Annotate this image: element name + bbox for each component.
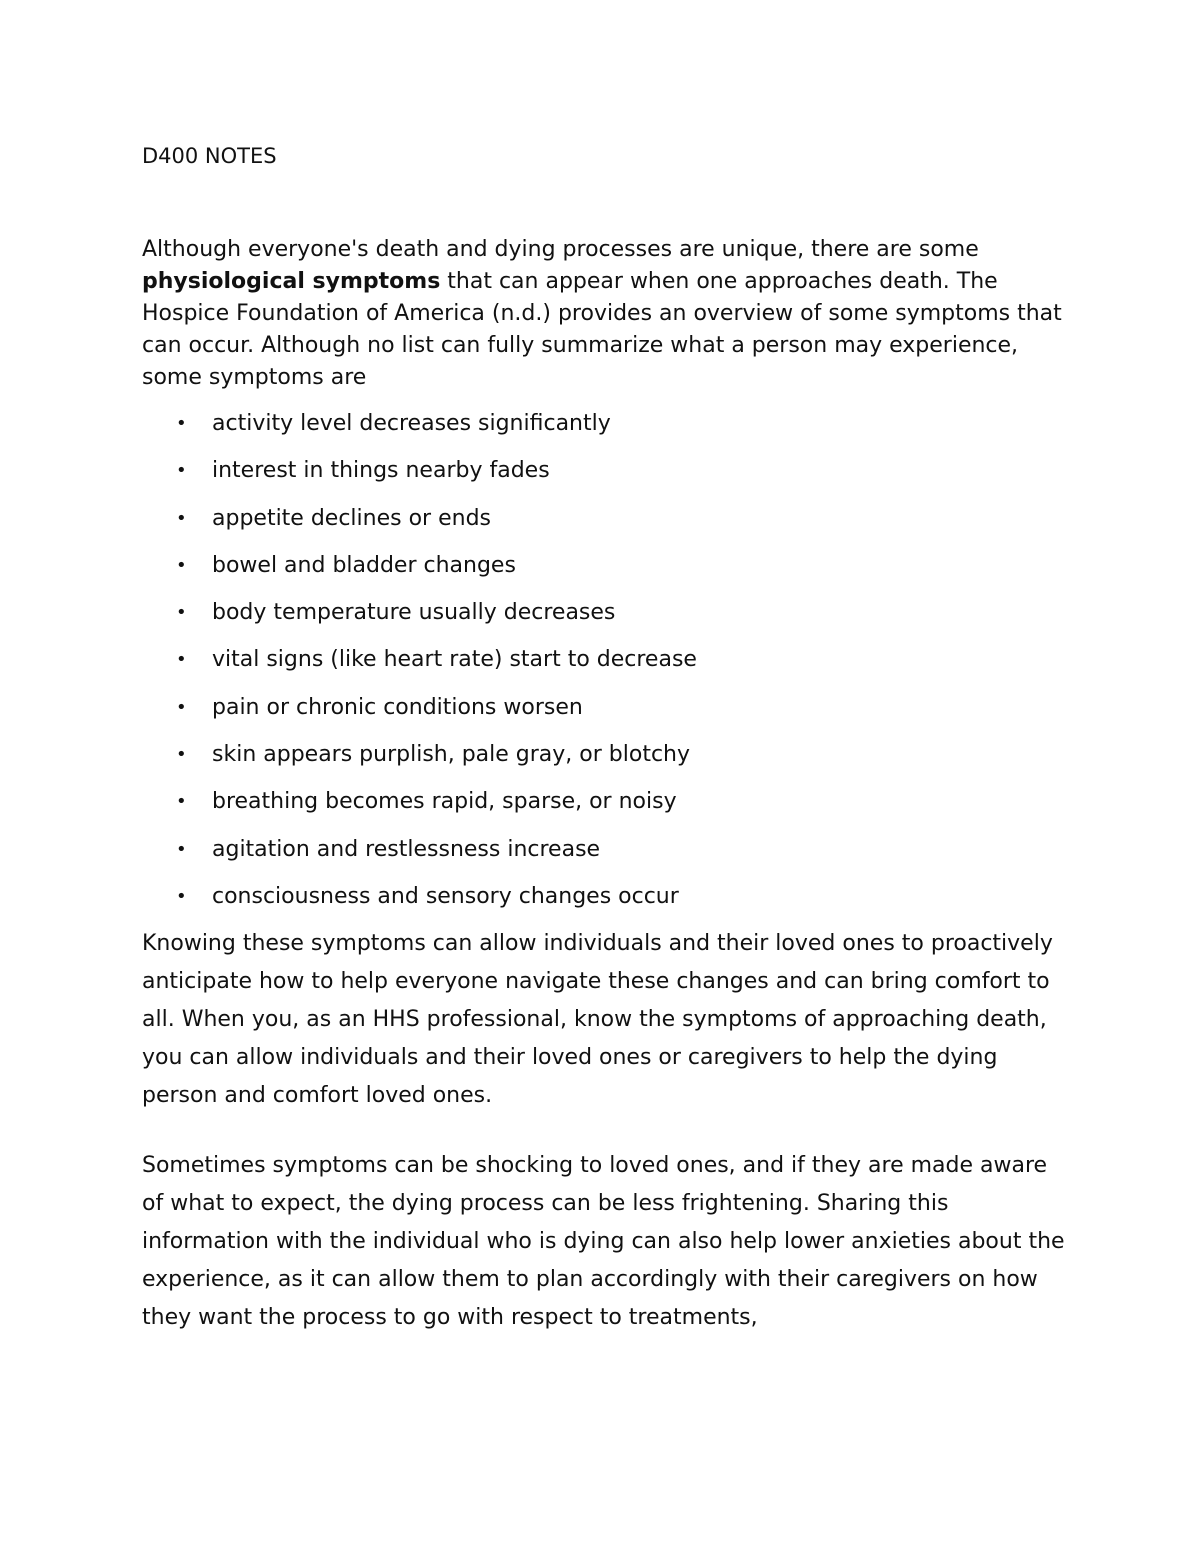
list-item-text: consciousness and sensory changes occur bbox=[212, 883, 679, 909]
list-item-text: bowel and bladder changes bbox=[212, 552, 516, 578]
intro-paragraph bbox=[142, 234, 1062, 394]
bullet-icon: • bbox=[176, 885, 187, 907]
document-title: D400 NOTES bbox=[142, 144, 277, 168]
body-paragraph-1: Knowing these symptoms can allow individuals and their loved ones to proactively anticipate how to help everyone navigate these changes and can bring comfort to all. When you, as an HHS professional, know the symptoms of approaching death, you can allow individuals and their loved ones or caregivers to help the dying person and comfort loved ones. bbox=[142, 931, 1053, 1109]
list-item-text: activity level decreases significantly bbox=[212, 411, 611, 436]
list-item-text: appetite declines or ends bbox=[212, 505, 491, 531]
list-item bbox=[142, 408, 1082, 440]
list-item bbox=[142, 597, 1082, 629]
document-content bbox=[142, 140, 1082, 1337]
intro-text-start: Although everyone's death and dying processes are unique, there are some bbox=[142, 237, 979, 262]
bullet-icon: • bbox=[176, 696, 187, 718]
list-item bbox=[142, 455, 1082, 487]
list-item-text: interest in things nearby fades bbox=[212, 458, 550, 484]
list-item-text: body temperature usually decreases bbox=[212, 600, 616, 626]
list-item bbox=[142, 834, 1082, 866]
bullet-icon: • bbox=[176, 838, 187, 860]
bullet-icon: • bbox=[176, 744, 187, 766]
bullet-icon: • bbox=[176, 413, 187, 434]
list-item bbox=[142, 881, 1082, 913]
list-item bbox=[142, 644, 1082, 676]
bullet-icon: • bbox=[176, 460, 187, 482]
intro-text-end: that can appear when one approaches death. The Hospice Foundation of America (n.d.) provides an overview of some symptoms that can occur. Although no list can fully summarize what a person may experience, some symptoms are bbox=[142, 269, 1062, 390]
bullet-icon: • bbox=[176, 602, 187, 624]
list-item-text: agitation and restlessness increase bbox=[212, 836, 601, 862]
list-item bbox=[142, 786, 1082, 818]
bullet-icon: • bbox=[176, 554, 187, 576]
list-item bbox=[142, 550, 1082, 582]
list-item-text: pain or chronic conditions worsen bbox=[212, 694, 583, 720]
list-item bbox=[142, 739, 1082, 771]
list-item-text: skin appears purplish, pale gray, or blotchy bbox=[212, 742, 691, 768]
intro-bold-term: physiological symptoms bbox=[142, 269, 441, 294]
list-item-text: vital signs (like heart rate) start to decrease bbox=[212, 647, 697, 673]
list-item bbox=[142, 692, 1082, 724]
bullet-icon: • bbox=[176, 507, 187, 529]
bullet-icon: • bbox=[176, 791, 187, 813]
list-item-text: breathing becomes rapid, sparse, or noisy bbox=[212, 789, 677, 815]
symptom-list bbox=[142, 408, 1082, 913]
bullet-icon: • bbox=[176, 649, 187, 671]
list-item bbox=[142, 503, 1082, 535]
body-paragraph-2: Sometimes symptoms can be shocking to loved ones, and if they are made aware of what to expect, the dying process can be less frightening. Sharing this information with the individual who is dying can also help lower anxieties about the experience, as it can allow them to plan accordingly with their caregivers on how they want the process to go with respect to treatments, bbox=[142, 1153, 1065, 1331]
